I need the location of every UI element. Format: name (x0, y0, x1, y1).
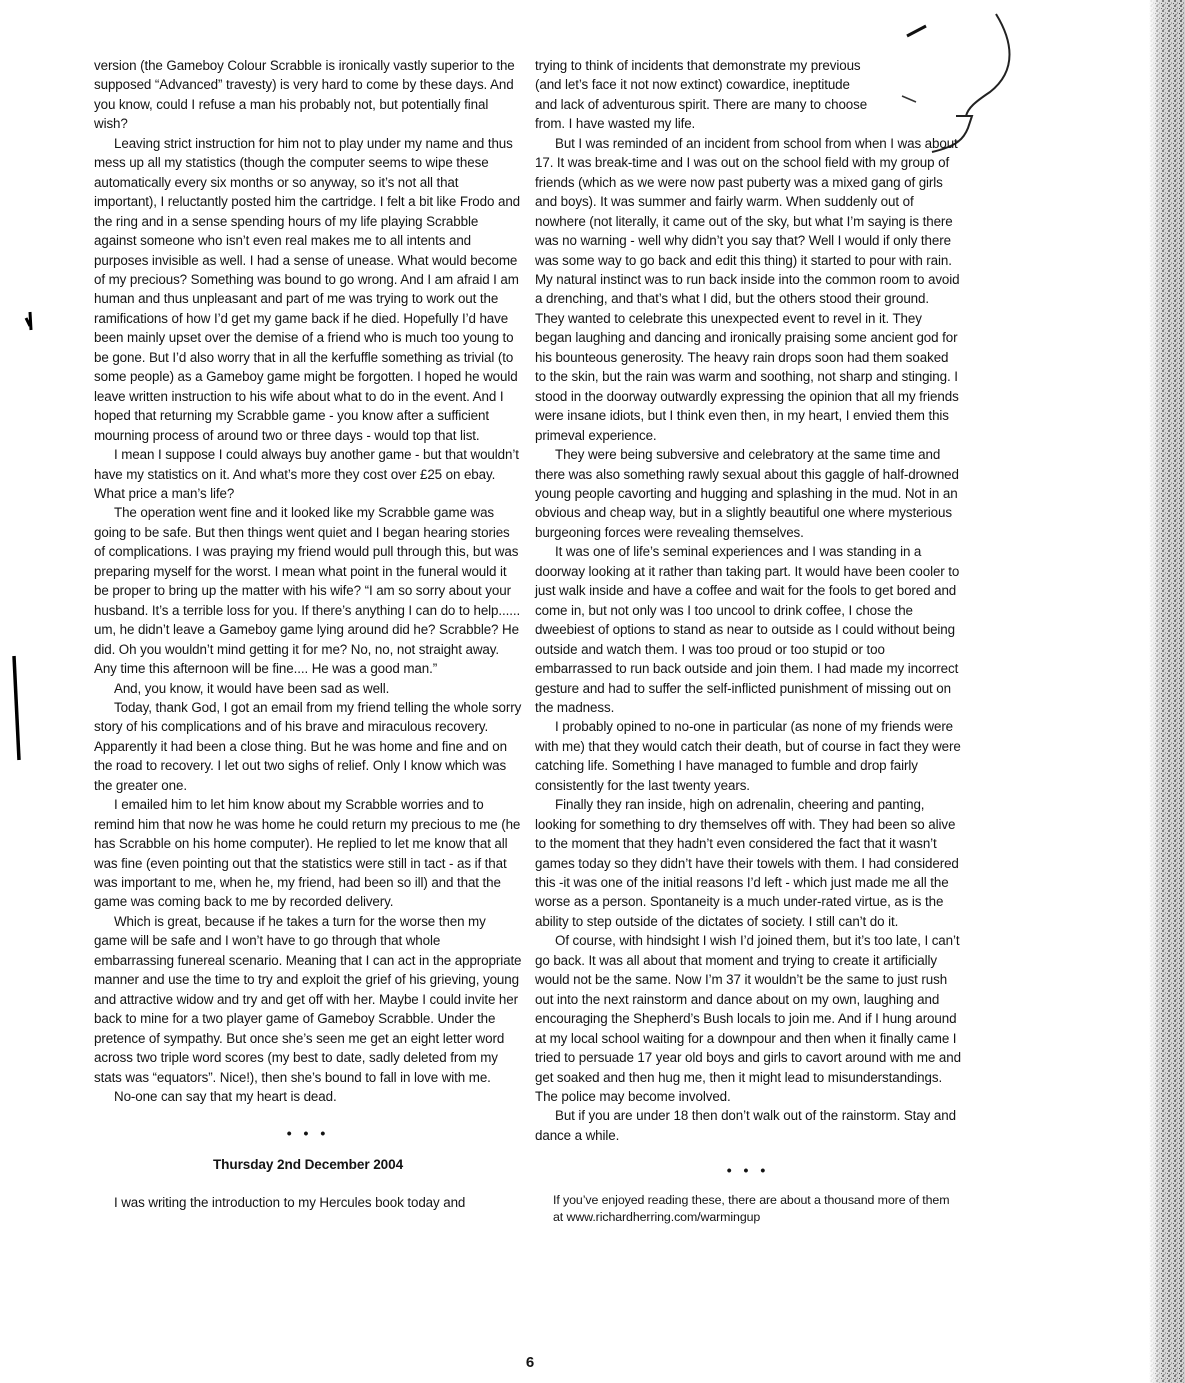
paragraph: But if you are under 18 then don’t walk out of the rainstorm. Stay and dance a while. (535, 1108, 956, 1143)
paragraph: Of course, with hindsight I wish I’d joined them, but it’s too late, I can’t go back. It was all about that moment and trying to create it artificially would not be the same. Now I’m 37 it wouldn’t be the same to just rush out into the next rainstorm and dance about on my own, laughing and encouraging the Shepherd’s Bush locals to join me. And if I hung around at my local school waiting for a downpour and then when it finally came I tried to persuade 17 year old boys and girls to cavort around with me and get soaked and then hug me, then it might lead to misunderstandings. The police may become involved. (535, 933, 961, 1105)
section-separator: • • • (286, 1125, 330, 1142)
page-number: 6 (525, 1354, 535, 1371)
right-column (535, 56, 961, 1226)
paragraph: Leaving strict instruction for him not to play under my name and thus mess up all my statistics (though the computer seems to wipe these automatically every six months or so anyway, so it’s not all that important), I reluctantly posted him the cartridge. I felt a bit like Frodo and the ring and in a sense spending hours of my life playing Scrabble against someone who isn’t even real makes me to all intents and purposes invisible as well. I had a sense of unease. What would become of my precious? Something was bound to go wrong. And I am afraid I am human and thus unpleasant and part of me was trying to work out the ramifications of how I’d get my game back if he died. Hopefully I’d have been mainly upset over the demise of a friend who is much too young to be gone. But I’d also worry that in all the kerfuffle something as trivial (to some people) as a Gameboy game might be forgotten. I hoped he would leave written instruction to his wife about what to do in the event. And I hoped that returning my Scrabble game - you know after a sufficient mourning process of around two or three days - would top that list. (94, 135, 521, 443)
left-column (94, 56, 522, 1212)
scanned-page-edge (1149, 0, 1185, 1383)
diary-date-heading: Thursday 2nd December 2004 (212, 1157, 404, 1173)
paragraph: They were being subversive and celebratory at the same time and there was also something rawly sexual about this gaggle of half-drowned young people cavorting and hugging and splashing in the mud. Not in an obvious and cheap way, but in a slightly beautiful one where mysterious burgeoning forces were revealing themselves. (535, 447, 959, 540)
margin-mark-top (26, 312, 31, 330)
pencil-dash-mark (907, 26, 926, 36)
footnote: If you’ve enjoyed reading these, there are about a thousand more of them at www.richardherring.com/warmingup (553, 1193, 950, 1225)
paragraph: I probably opined to no-one in particular (as none of my friends were with me) that they would catch their death, but of course in fact they were catching life. Something I have managed to fumble and drop fairly consistently for the last twenty years. (535, 719, 961, 793)
paragraph: The operation went fine and it looked like my Scrabble game was going to be safe. But then things went quiet and I began hearing stories of complications. I was praying my friend would pull through this, but was preparing myself for the worst. I mean what point in the funeral would it be proper to bring up the matter with his wife? “I am so sorry about your husband. It’s a terrible loss for you. If there’s anything I can do to help...... um, he didn’t leave a Gameboy game lying around did he? Scrabble? He did. Oh you wouldn’t mind getting it for me? No, no, not straight away. Any time this afternoon will be fine.... He was a good man.” (94, 505, 521, 677)
paragraph: It was one of life’s seminal experiences and I was standing in a doorway looking at it rather than taking part. It would have been cooler to just walk inside and have a coffee and wait for the fools to get bored and come in, but not only was I too uncool to drink coffee, I chose the dweebiest of options to stand as near to outside as I could without being outside and watch them. I was too proud or too stupid or too embarrassed to run back outside and join them. I had made my incorrect gesture and had to suffer the self-inflicted punishment of missing out on the madness. (535, 544, 960, 715)
pencil-bracket-mark (966, 14, 1010, 116)
paragraph: Which is great, because if he takes a turn for the worse then my game will be safe and I won’t have to go through that whole embarrassing funereal scenario. Meaning that I can act in the appropriate manner and use the time to try and exploit the grief of his grieving, young and attractive widow and try and get off with her. Maybe I could invite her back to mine for a two player game of Gameboy Scrabble. Under the pretence of sympathy. But once she’s seen me get an eight letter word across two triple word scores (my best to date, sadly deleted from my stats was “equators”. Nice!), then she’s bound to fall in love with me. (94, 913, 522, 1085)
section-separator: • • • (726, 1162, 770, 1179)
paragraph: But I was reminded of an incident from school from when I was about 17. It was break-time and I was out on the school field with my group of friends (which as we were now past puberty was a mixed gang of girls and boys). It was summer and fairly warm. When suddenly out of nowhere (not literally, it came out of the sky, but what I’m saying is there was no warning - well why didn’t you say that? Well I would if only there was some way to go back and edit this thing) it started to pour with rain. My natural instinct was to run back inside into the common room to avoid a drenching, and that’s what I did, but the others stood their ground. They wanted to celebrate this unexpected event to revel in it. They began laughing and dancing and ironically praising some ancient god for his bounteous generosity. The heavy rain drops soon had them soaked to the skin, but the rain was warm and soothing, not sharp and stinging. I stood in the doorway outwardly expressing the opinion that all my friends were insane idiots, but I think even then, in my heart, I envied them this primeval experience. (535, 135, 960, 443)
paragraph: Today, thank God, I got an email from my friend telling the whole sorry story of his complications and of his brave and miraculous recovery. Apparently it had been a close thing. But he was home and fine and on the road to recovery. I let out two sighs of relief. Only I know which was the greater one. (94, 699, 522, 793)
paragraph: I emailed him to let him know about my Scrabble worries and to remind him that now he was home he could return my precious to me (he has Scrabble on his home computer). He replied to let me know that all was fine (even pointing out that the statistics were still in tact - as if that was important to me, when he, my friend, had been so ill) and that the game was coming back to me by recorded delivery. (94, 797, 521, 910)
paragraph: Finally they ran inside, high on adrenalin, cheering and panting, looking for something to dry themselves off with. They had been so alive to the moment that they hadn’t even considered the fact that it wasn’t games today so they didn’t have their towels with them. I had considered this -it was one of the initial reasons I’d left - which just made me all the worse as a person. Spontaneity is a much under-rated virtue, as is the ability to step outside of the dictates of society. I still can’t do it. (535, 797, 959, 929)
paragraph: And, you know, it would have been sad as well. (114, 680, 390, 696)
paragraph: version (the Gameboy Colour Scrabble is ironically vastly superior to the supposed “Advanced” travesty) is very hard to come by these days. And you know, could I refuse a man his probably not, but potentially final wish? (94, 58, 515, 132)
paragraph: No-one can say that my heart is dead. (114, 1089, 337, 1105)
paragraph: I was writing the introduction to my Hercules book today and (114, 1194, 466, 1210)
paragraph: I mean I suppose I could always buy another game - but that wouldn’t have my statistics on it. And what’s more they cost over £25 on ebay. What price a man’s life? (94, 447, 519, 501)
paragraph: trying to think of incidents that demonstrate my previous (and let’s face it not now extinct) cowardice, ineptitude and lack of adventurous spirit. There are many to choose from. I have wasted my life. (535, 58, 868, 132)
margin-mark-bottom (14, 656, 19, 760)
